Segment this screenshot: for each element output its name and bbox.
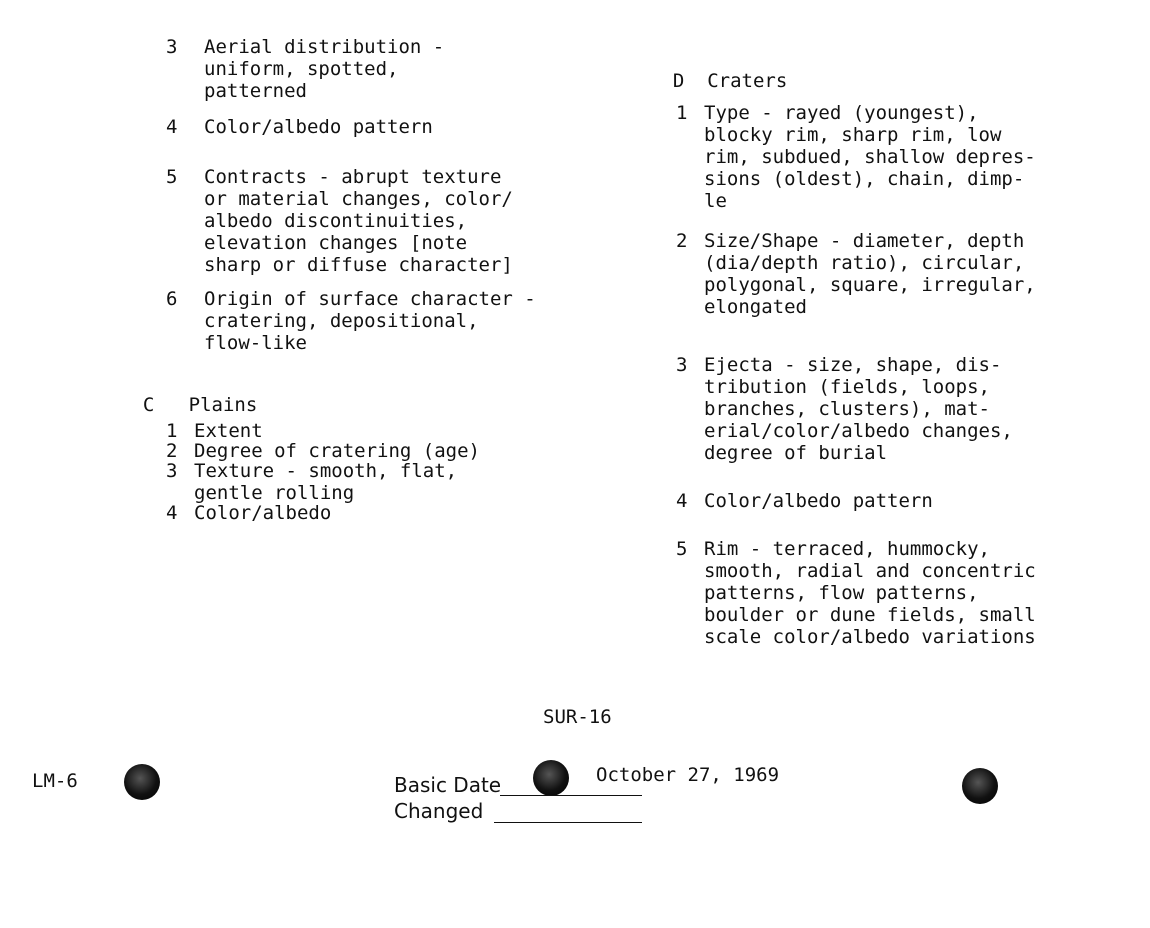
- item-number: 1: [676, 102, 688, 124]
- item-number: 5: [676, 538, 688, 560]
- basic-date-underline: [500, 795, 642, 796]
- item-number: 3: [166, 460, 178, 482]
- punch-hole-icon: [124, 764, 160, 800]
- section-title: Plains: [188, 394, 258, 416]
- item-number: 6: [166, 288, 178, 310]
- section-heading-craters: [650, 48, 787, 92]
- item-text: Type - rayed (youngest), blocky rim, sharp rim, low rim, subdued, shallow depres- sions (oldest), chain, dimp- le: [704, 102, 1036, 212]
- item-text: Color/albedo pattern: [704, 490, 933, 512]
- doc-code: LM-6: [32, 770, 78, 792]
- item-number: 2: [676, 230, 688, 252]
- item-number: 4: [676, 490, 688, 512]
- item-number: 2: [166, 440, 178, 462]
- item-number: 4: [166, 502, 178, 524]
- item-text: Extent: [194, 420, 263, 442]
- page-number: SUR-16: [543, 706, 612, 728]
- punch-hole-icon: [533, 760, 569, 796]
- item-text: Contracts - abrupt texture or material changes, color/ albedo discontinuities, elevation changes [note sharp or diffuse character]: [204, 166, 513, 276]
- item-text: Color/albedo pattern: [204, 116, 433, 138]
- section-title: Craters: [707, 70, 788, 92]
- item-number: 3: [676, 354, 688, 376]
- item-text: Size/Shape - diameter, depth (dia/depth ratio), circular, polygonal, square, irregular, elongated: [704, 230, 1036, 318]
- punch-hole-icon: [962, 768, 998, 804]
- basic-date-value: October 27, 1969: [596, 764, 780, 786]
- basic-date-label: Basic Date: [394, 773, 502, 797]
- changed-label: Changed: [394, 799, 484, 823]
- section-letter: D: [672, 70, 685, 92]
- item-text: Texture - smooth, flat, gentle rolling: [194, 460, 458, 504]
- item-text: Color/albedo: [194, 502, 332, 524]
- item-text: Rim - terraced, hummocky, smooth, radial and concentric patterns, flow patterns, boulder or dune fields, small scale color/albedo variations: [704, 538, 1036, 648]
- item-text: Ejecta - size, shape, dis- tribution (fields, loops, branches, clusters), mat- erial/color/albedo changes, degree of burial: [704, 354, 1013, 464]
- item-number: 3: [166, 36, 178, 58]
- item-text: Origin of surface character - cratering, depositional, flow-like: [204, 288, 536, 354]
- item-number: 1: [166, 420, 178, 442]
- section-heading-plains: [120, 372, 257, 416]
- changed-underline: [494, 822, 642, 823]
- item-number: 5: [166, 166, 178, 188]
- item-text: Degree of cratering (age): [194, 440, 480, 462]
- item-number: 4: [166, 116, 178, 138]
- item-text: Aerial distribution - uniform, spotted, patterned: [204, 36, 445, 102]
- section-letter: C: [142, 394, 155, 416]
